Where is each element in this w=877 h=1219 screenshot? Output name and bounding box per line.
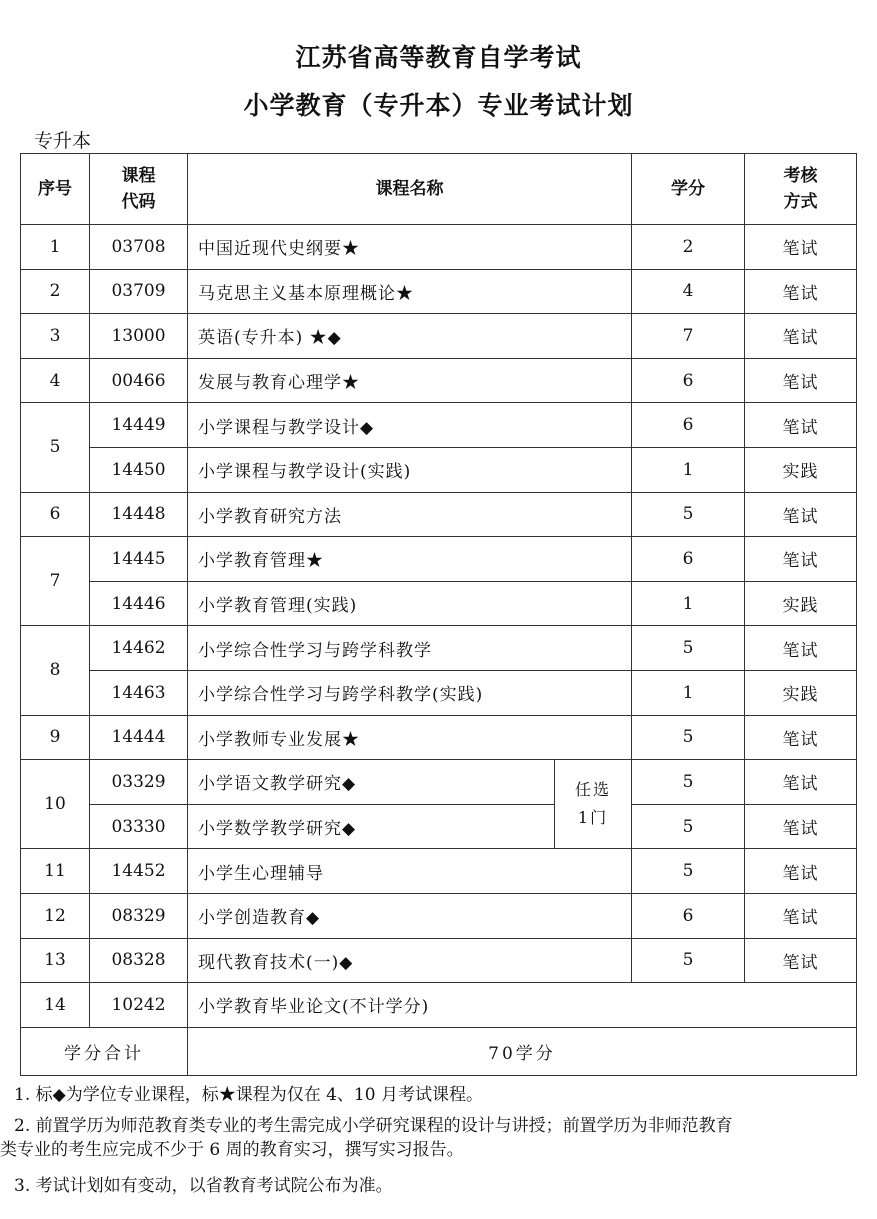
seq-cell: 1 [21,225,90,270]
name-cell: 中国近现代史纲要★ [188,225,632,270]
credits-cell: 4 [632,269,745,314]
code-cell: 00466 [90,358,188,403]
total-label: 学分合计 [21,1027,188,1075]
credits-cell: 5 [632,715,745,760]
exam-cell: 实践 [745,581,857,626]
code-cell: 14462 [90,626,188,671]
exam-cell: 笔试 [745,314,857,359]
code-cell: 10242 [90,983,188,1028]
code-cell: 08328 [90,938,188,983]
code-cell: 03709 [90,269,188,314]
credits-cell: 6 [632,893,745,938]
credits-cell: 1 [632,670,745,715]
table-row [21,269,857,314]
seq-cell: 10 [21,760,90,849]
exam-plan-table [20,153,857,1076]
code-cell: 03708 [90,225,188,270]
header-credits: 学分 [632,154,745,225]
table-row [21,358,857,403]
credits-cell: 1 [632,447,745,492]
code-cell: 03330 [90,804,188,849]
total-row [21,1027,857,1075]
note-2 [0,1114,877,1162]
seq-cell: 4 [21,358,90,403]
name-cell: 小学教育毕业论文(不计学分) [188,983,857,1028]
credits-cell: 6 [632,358,745,403]
header-code: 课程 代码 [90,154,188,225]
name-cell: 马克思主义基本原理概论★ [188,269,632,314]
table-header-row [21,154,857,225]
seq-cell: 5 [21,403,90,492]
name-cell: 小学综合性学习与跨学科教学 [188,626,632,671]
exam-cell: 笔试 [745,760,857,805]
name-cell: 小学教师专业发展★ [188,715,632,760]
exam-cell: 笔试 [745,893,857,938]
seq-cell: 8 [21,626,90,715]
code-cell: 14449 [90,403,188,448]
table-row [21,849,857,894]
code-cell: 14446 [90,581,188,626]
credits-cell: 2 [632,225,745,270]
name-cell: 小学教育研究方法 [188,492,632,537]
credits-cell: 1 [632,581,745,626]
header-seq: 序号 [21,154,90,225]
credits-cell: 5 [632,760,745,805]
name-cell: 发展与教育心理学★ [188,358,632,403]
name-cell: 小学创造教育◆ [188,893,632,938]
exam-cell: 笔试 [745,938,857,983]
exam-cell: 实践 [745,447,857,492]
code-cell: 14450 [90,447,188,492]
credits-cell: 6 [632,537,745,582]
code-cell: 14448 [90,492,188,537]
seq-cell: 14 [21,983,90,1028]
table-row [21,447,857,492]
exam-cell: 实践 [745,670,857,715]
elective-note: 任选 1门 [555,760,632,849]
table-row [21,537,857,582]
code-cell: 14452 [90,849,188,894]
level-label: 专升本 [34,130,92,152]
total-value: 70学分 [188,1027,857,1075]
table-row [21,626,857,671]
name-cell: 小学教育管理(实践) [188,581,632,626]
exam-cell: 笔试 [745,537,857,582]
table-row [21,403,857,448]
document-subtitle: 小学教育（专升本）专业考试计划 [243,91,634,120]
code-cell: 14463 [90,670,188,715]
note-2-line-2: 类专业的考生应完成不少于 6 周的教育实习，撰写实习报告。 [0,1140,464,1160]
exam-cell: 笔试 [745,492,857,537]
name-cell: 小学教育管理★ [188,537,632,582]
table-row [21,760,857,805]
table-row [21,670,857,715]
exam-cell: 笔试 [745,269,857,314]
exam-cell: 笔试 [745,715,857,760]
table-row [21,983,857,1028]
name-cell: 小学综合性学习与跨学科教学(实践) [188,670,632,715]
seq-cell: 9 [21,715,90,760]
table-row [21,804,857,849]
name-cell: 英语(专升本) ★◆ [188,314,632,359]
credits-cell: 5 [632,626,745,671]
table-row [21,893,857,938]
header-name: 课程名称 [188,154,632,225]
note-3: 3. 考试计划如有变动，以省教育考试院公布为准。 [14,1176,393,1196]
credits-cell: 7 [632,314,745,359]
table-row [21,715,857,760]
seq-cell: 6 [21,492,90,537]
seq-cell: 2 [21,269,90,314]
table-row [21,938,857,983]
code-cell: 14444 [90,715,188,760]
credits-cell: 5 [632,938,745,983]
exam-cell: 笔试 [745,358,857,403]
code-cell: 13000 [90,314,188,359]
seq-cell: 11 [21,849,90,894]
code-cell: 03329 [90,760,188,805]
exam-cell: 笔试 [745,849,857,894]
seq-cell: 7 [21,537,90,626]
credits-cell: 5 [632,804,745,849]
credits-cell: 5 [632,849,745,894]
table-row [21,492,857,537]
exam-cell: 笔试 [745,626,857,671]
document-title: 江苏省高等教育自学考试 [295,43,582,72]
name-cell: 小学课程与教学设计(实践) [188,447,632,492]
exam-cell: 笔试 [745,804,857,849]
table-row [21,581,857,626]
code-cell: 08329 [90,893,188,938]
seq-cell: 3 [21,314,90,359]
exam-cell: 笔试 [745,225,857,270]
name-cell: 小学语文教学研究◆ [188,760,555,805]
note-2-line-1: 2. 前置学历为师范教育类专业的考生需完成小学研究课程的设计与讲授；前置学历为非师范教育 [14,1116,733,1136]
seq-cell: 12 [21,893,90,938]
note-1: 1. 标◆为学位专业课程，标★课程为仅在 4、10 月考试课程。 [14,1085,483,1105]
code-cell: 14445 [90,537,188,582]
table-row [21,225,857,270]
exam-cell: 笔试 [745,403,857,448]
name-cell: 小学课程与教学设计◆ [188,403,632,448]
name-cell: 现代教育技术(一)◆ [188,938,632,983]
credits-cell: 5 [632,492,745,537]
name-cell: 小学生心理辅导 [188,849,632,894]
credits-cell: 6 [632,403,745,448]
name-cell: 小学数学教学研究◆ [188,804,555,849]
table-row [21,314,857,359]
seq-cell: 13 [21,938,90,983]
header-exam: 考核 方式 [745,154,857,225]
